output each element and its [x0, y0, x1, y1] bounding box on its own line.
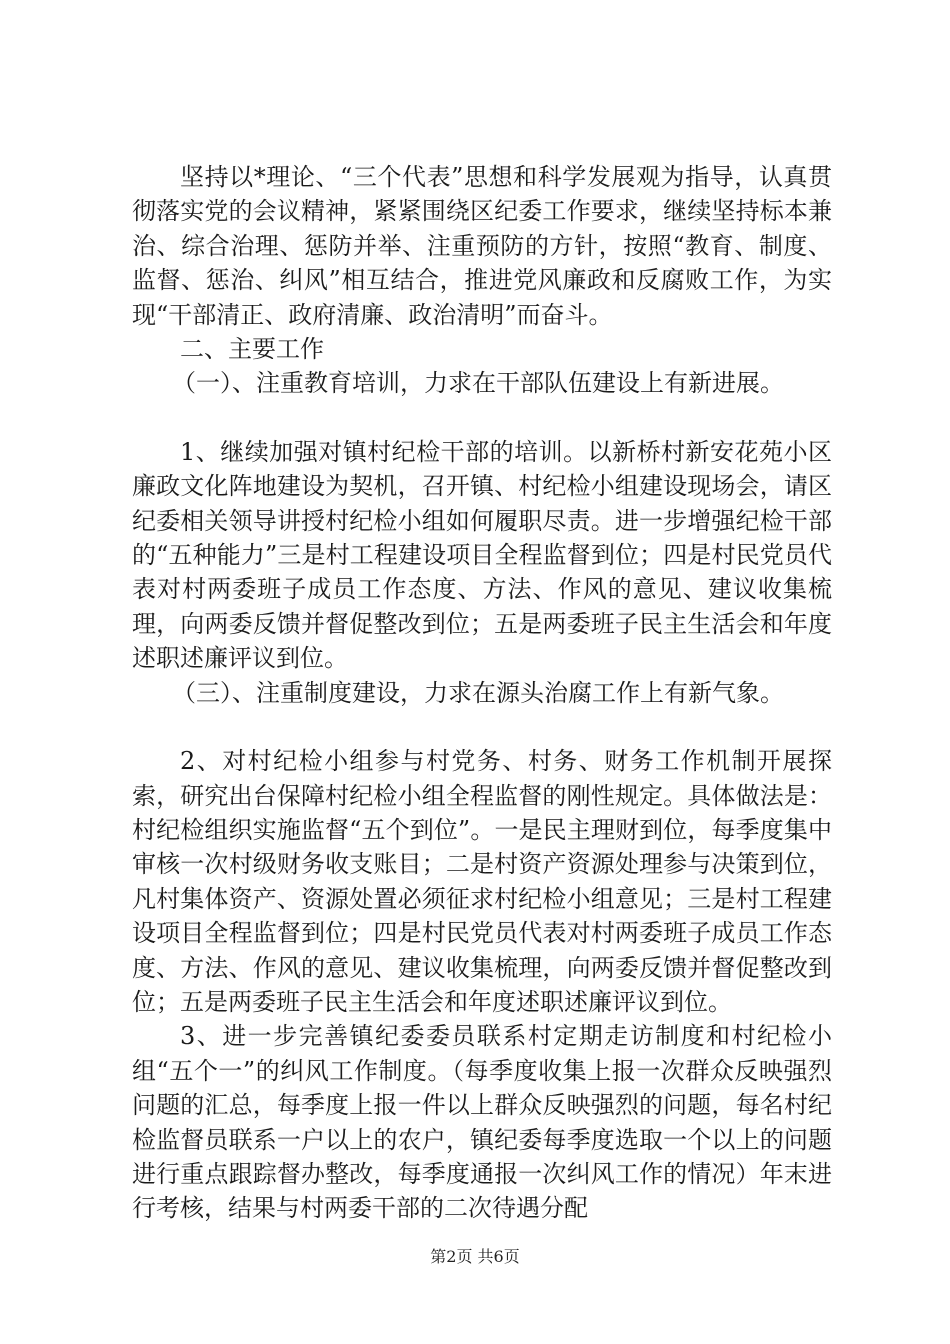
paragraph-spacer: [132, 401, 832, 435]
paragraph-item-3: 3、进一步完善镇纪委委员联系村定期走访制度和村纪检小组“五个一”的纠风工作制度。（每季度收集上报一次群众反映强烈问题的汇总，每季度上报一件以上群众反映强烈的问题，每名村纪检监督员联系一户以上的农户，镇纪委每季度选取一个以上的问题进行重点跟踪督办整改，每季度通报一次纠风工作的情况）年末进行考核，结果与村两委干部的二次待遇分配: [132, 1022, 832, 1223]
paragraph-item-2: 2、对村纪检小组参与村党务、村务、财务工作机制开展探索，研究出台保障村纪检小组全程监督的刚性规定。具体做法是：村纪检组织实施监督“五个到位”。一是民主理财到位，每季度集中审核一次村级财务收支账目；二是村资产资源处理参与决策到位，凡村集体资产、资源处置必须征求村纪检小组意见；三是村工程建设项目全程监督到位；四是村民党员代表对村两委班子成员工作态度、方法、作风的意见、建议收集梳理，向两委反馈并督促整改到位；五是两委班子民主生活会和年度述职述廉评议到位。: [132, 747, 832, 1016]
page-number-footer: 第2页 共6页: [430, 1247, 520, 1266]
subsection-heading-education: （一）、注重教育培训，力求在干部队伍建设上有新进展。: [172, 369, 784, 398]
paragraph-item-1: 1、继续加强对镇村纪检干部的培训。以新桥村新安花苑小区廉政文化阵地建设为契机，召开镇、村纪检小组建设现场会，请区纪委相关领导讲授村纪检小组如何履职尽责。进一步增强纪检干部的“五种能力”三是村工程建设项目全程监督到位；四是村民党员代表对村两委班子成员工作态度、方法、作风的意见、建议收集梳理，向两委反馈并督促整改到位；五是两委班子民主生活会和年度述职述廉评议到位。: [132, 437, 832, 673]
document-body: [132, 160, 832, 1226]
subsection-heading-system: （三）、注重制度建设，力求在源头治腐工作上有新气象。: [172, 678, 784, 707]
paragraph-spacer: [132, 710, 832, 744]
paragraph-guiding-principle: 坚持以*理论、“三个代表”思想和科学发展观为指导，认真贯彻落实党的会议精神，紧紧围绕区纪委工作要求，继续坚持标本兼治、综合治理、惩防并举、注重预防的方针，按照“教育、制度、监督、惩治、纠风”相互结合，推进党风廉政和反腐败工作，为实现“干部清正、政府清廉、政治清明”而奋斗。: [132, 163, 832, 329]
section-heading-main-work: 二、主要工作: [180, 335, 324, 364]
